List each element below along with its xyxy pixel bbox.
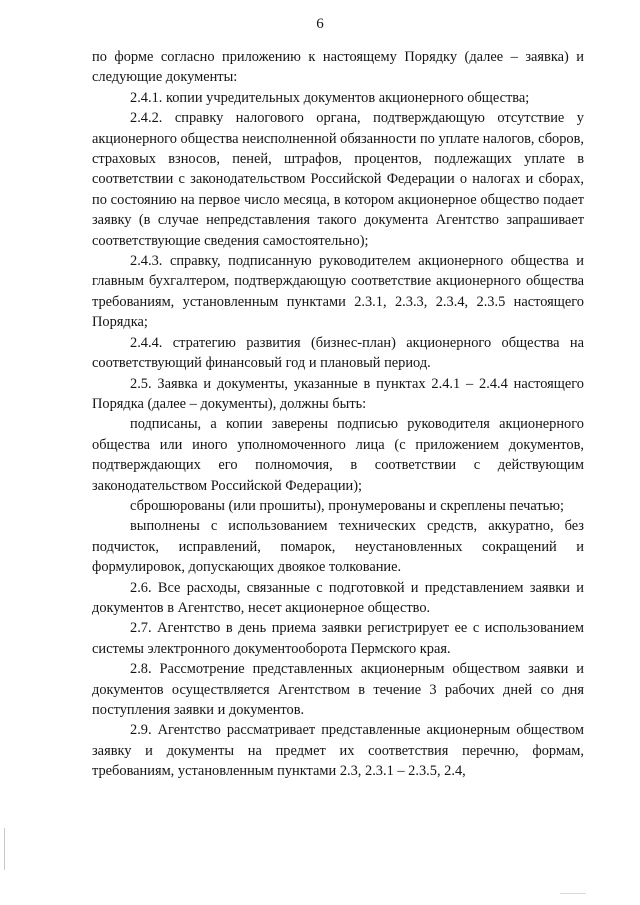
- paragraph-2-7: 2.7. Агентство в день приема заявки регистрирует ее с использованием системы электронного документооборота Пермского края.: [92, 620, 584, 657]
- paragraph-2-5-signed: подписаны, а копии заверены подписью руководителя акционерного общества или иного уполномоченного лица (с приложением документов, подтверждающих его полномочия, в соответствии с действующим законодательством Российской Федерации);: [92, 416, 584, 494]
- paragraph-2-4-3: 2.4.3. справку, подписанную руководителем акционерного общества и главным бухгалтером, подтверждающую соответствие акционерного общества требованиям, установленным пунктами 2.3.1, 2.3.3, 2.3.4, 2.3.5 настоящего Порядка;: [92, 253, 584, 331]
- page-number: 6: [316, 16, 324, 32]
- scan-edge-mark: [4, 828, 5, 870]
- paragraph-2-8: 2.8. Рассмотрение представленных акционерным обществом заявки и документов осуществляется Агентством в течение 3 рабочих дней со дня поступления заявки и документов.: [92, 661, 584, 718]
- document-body: [92, 47, 584, 782]
- paragraph-2-5-bound: сброшюрованы (или прошиты), пронумерованы и скреплены печатью;: [130, 497, 564, 514]
- paragraph-2-6: 2.6. Все расходы, связанные с подготовкой и представлением заявки и документов в Агентство, несет акционерное общество.: [92, 579, 584, 616]
- scan-bottom-mark: [560, 893, 586, 894]
- paragraph-2-5-executed: выполнены с использованием технических средств, аккуратно, без подчисток, исправлений, помарок, неустановленных сокращений и формулировок, допускающих двоякое толкование.: [92, 518, 584, 576]
- paragraph-continuation: по форме согласно приложению к настоящему Порядку (далее – заявка) и следующие документы:: [92, 49, 584, 86]
- paragraph-2-4-2: 2.4.2. справку налогового органа, подтверждающую отсутствие у акционерного общества неисполненной обязанности по уплате налогов, сборов, страховых взносов, пеней, штрафов, процентов, подлежащих уплате в соответствии с законодательством Российской Федерации о налогах и сборах, по состоянию на первое число месяца, в котором акционерное общество подает заявку (в случае непредставления такого документа Агентство запрашивает соответствующие сведения самостоятельно);: [92, 110, 584, 249]
- paragraph-2-4-1: 2.4.1. копии учредительных документов акционерного общества;: [130, 89, 530, 106]
- paragraph-2-5: 2.5. Заявка и документы, указанные в пунктах 2.4.1 – 2.4.4 настоящего Порядка (далее – документы), должны быть:: [92, 375, 584, 412]
- paragraph-2-4-4: 2.4.4. стратегию развития (бизнес-план) акционерного общества на соответствующий финансовый год и плановый период.: [92, 334, 584, 372]
- paragraph-2-9: 2.9. Агентство рассматривает представленные акционерным обществом заявку и документы на предмет их соответствия перечню, формам, требованиям, установленным пунктами 2.3, 2.3.1 – 2.3.5, 2.4,: [92, 722, 584, 780]
